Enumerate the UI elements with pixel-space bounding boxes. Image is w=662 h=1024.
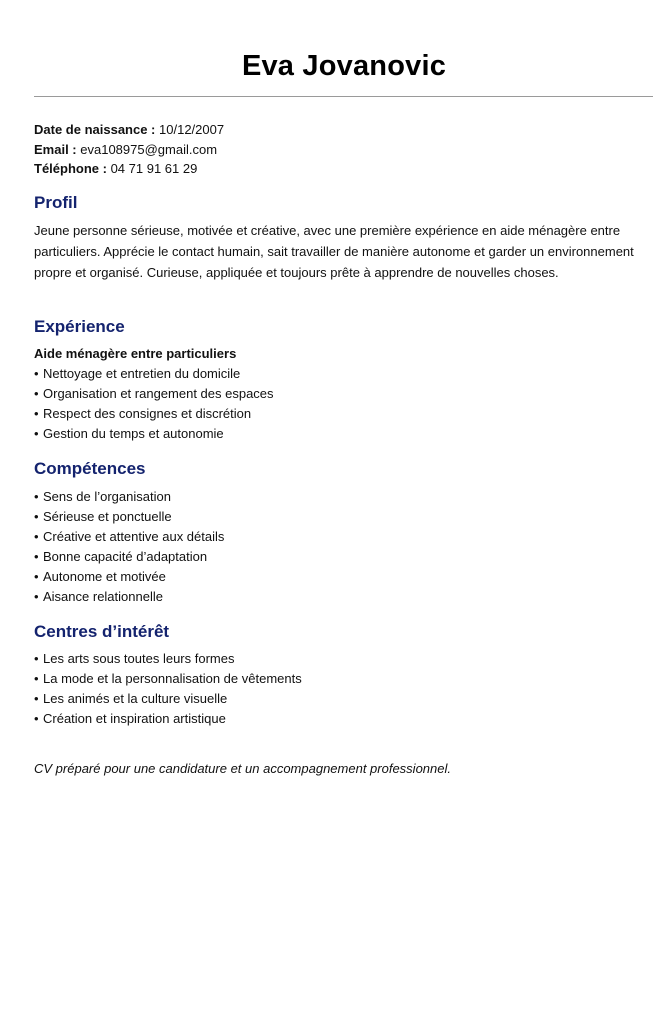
bullet-icon: • [34, 489, 39, 504]
list-item [34, 364, 274, 384]
list-item [34, 527, 224, 547]
bullet-icon: • [34, 691, 39, 706]
bullet-icon: • [34, 386, 39, 401]
list-item-text: Créative et attentive aux détails [43, 529, 225, 544]
list-item [34, 507, 224, 527]
list-item-text: Sérieuse et ponctuelle [43, 509, 172, 524]
list-item [34, 547, 224, 567]
list-item [34, 669, 302, 689]
birth-line [34, 120, 224, 140]
phone-label: Téléphone : [34, 161, 107, 176]
list-item-text: Sens de l’organisation [43, 489, 171, 504]
profile-title: Profil [34, 193, 78, 212]
email-label: Email : [34, 141, 77, 157]
bullet-icon: • [34, 711, 39, 726]
bullet-icon: • [34, 406, 39, 421]
list-item [34, 567, 224, 587]
job-title: Aide ménagère entre particuliers [34, 346, 237, 361]
list-item-text: La mode et la personnalisation de vêtements [43, 671, 302, 686]
list-item-text: Bonne capacité d’adaptation [43, 549, 208, 564]
list-item [34, 487, 224, 507]
list-item-text: Respect des consignes et discrétion [43, 406, 252, 421]
skills-title: Compétences [34, 459, 146, 478]
list-item-text: Gestion du temps et autonomie [43, 426, 224, 441]
experience-list [34, 364, 274, 444]
birth-label: Date de naissance : [34, 122, 156, 137]
experience-title: Expérience [34, 317, 125, 336]
list-item [34, 384, 274, 404]
skills-list [34, 487, 224, 607]
list-item-text: Autonome et motivée [43, 569, 166, 584]
footer-note: CV préparé pour une candidature et un accompagnement professionnel. [34, 761, 451, 776]
bullet-icon: • [34, 651, 39, 666]
interests-list [34, 649, 302, 729]
birth-value: 10/12/2007 [159, 122, 225, 137]
list-item [34, 587, 224, 607]
list-item-text: Nettoyage et entretien du domicile [43, 366, 241, 381]
list-item-text: Création et inspiration artistique [43, 711, 226, 726]
bullet-icon: • [34, 589, 39, 604]
bullet-icon: • [34, 426, 39, 441]
list-item [34, 709, 302, 729]
list-item [34, 649, 302, 669]
bullet-icon: • [34, 671, 39, 686]
email-line [34, 140, 224, 160]
bullet-icon: • [34, 569, 39, 584]
cv-name: Eva Jovanovic [241, 50, 447, 82]
header-divider [34, 96, 653, 97]
interests-title: Centres d’intérêt [34, 622, 170, 641]
list-item-text: Les arts sous toutes leurs formes [43, 651, 235, 666]
bullet-icon: • [34, 509, 39, 524]
bullet-icon: • [34, 549, 39, 564]
bullet-icon: • [34, 529, 39, 544]
email-value: eva108975@gmail.com [80, 141, 218, 157]
list-item-text: Les animés et la culture visuelle [43, 691, 228, 706]
list-item-text: Organisation et rangement des espaces [43, 386, 274, 401]
bullet-icon: • [34, 366, 39, 381]
phone-value: 04 71 91 61 29 [110, 161, 198, 176]
list-item-text: Aisance relationnelle [43, 589, 163, 604]
list-item [34, 424, 274, 444]
list-item [34, 689, 302, 709]
phone-line [34, 159, 224, 179]
personal-info [34, 120, 224, 179]
profile-text: Jeune personne sérieuse, motivée et créative, avec une première expérience en aide ménagère entre particuliers. Apprécie le contact humain, sait travailler de manière autonome et garder un environnement propre et organisé. Curieuse, appliquée et toujours prête à apprendre de nouvelles choses. [34, 223, 634, 280]
list-item [34, 404, 274, 424]
